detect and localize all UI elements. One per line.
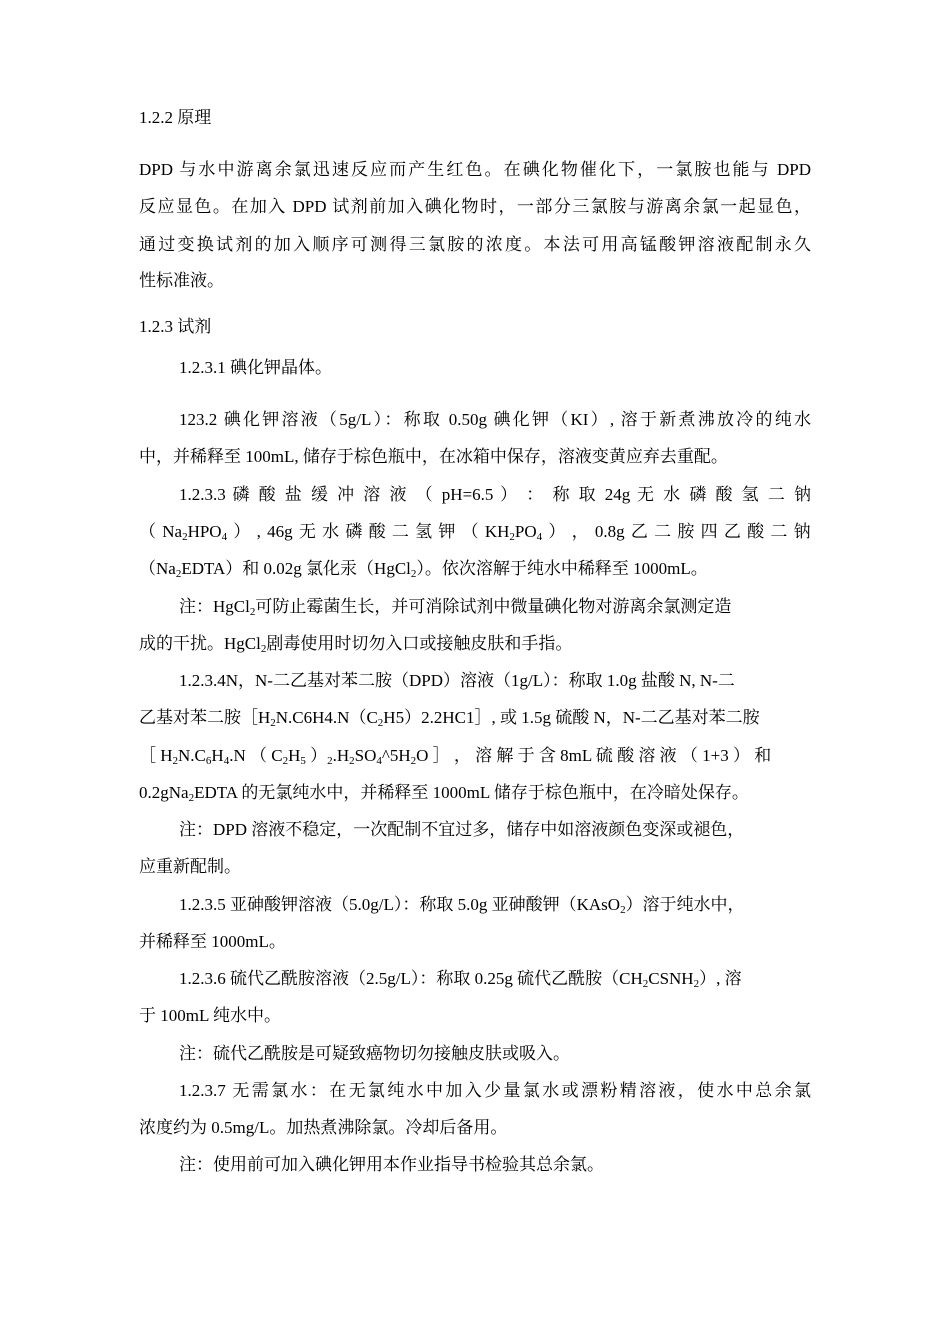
item-1-2-3-5-line-1: 1.2.3.5 亚砷酸钾溶液（5.0g/L）：称取 5.0g 亚砷酸钾（KAsO$_2$）溶于纯水中， (179, 895, 745, 916)
principle-line-1: DPD 与水中游离余氯迅速反应而产生红色。在碘化物催化下，一氯胺也能与 DPD (139, 160, 811, 179)
item-1-2-3-3-line-2: （ $Na_2HPO_4$ ） , 46g 无 水 磷 酸 二 氢 钾 （ $KH_2PO_4$ ） ， 0.8g 乙 二 胺 四 乙 酸 二 钠 (139, 522, 811, 543)
note-dpd-line-1: 注：DPD 溶液不稳定，一次配制不宜过多，储存中如溶液颜色变深或褪色， (179, 820, 745, 839)
item-1-2-3-4-line-3: ［ $H_2N.C_6H_4.N$ （ $C_2H_5$ ）$_2.H_2SO_4\^{}5H_2O$ ］ ， 溶 解 于 含 8mL 硫 酸 溶 液 （ 1+3 ） 和 (139, 746, 772, 767)
item-1-2-3-1: 1.2.3.1 碘化钾晶体。 (179, 358, 332, 377)
note-hgcl-line-2: 成的干扰。HgCl$_2$剧毒使用时切勿入口或接触皮肤和手指。 (139, 634, 573, 655)
item-1-2-3-2-line-2: 中，并稀释至 100mL, 储存于棕色瓶中，在冰箱中保存，溶液变黄应弃去重配。 (139, 447, 728, 466)
item-1-2-3-7-line-1: 1.2.3.7 无需氯水：在无氯纯水中加入少量氯水或漂粉精溶液，使水中总余氯 (179, 1081, 811, 1100)
principle-line-3: 通过变换试剂的加入顺序可测得三氯胺的浓度。本法可用高锰酸钾溶液配制永久 (139, 235, 811, 254)
heading-1-2-3: 1.2.3 试剂 (139, 317, 212, 336)
note-hgcl-line-1: 注：HgCl$_2$可防止霉菌生长，并可消除试剂中微量碘化物对游离余氯测定造 (179, 597, 732, 618)
item-1-2-3-7-line-2: 浓度约为 0.5mg/L。加热煮沸除氯。冷却后备用。 (139, 1118, 508, 1137)
item-1-2-3-6-line-2: 于 100mL 纯水中。 (139, 1006, 281, 1025)
item-1-2-3-4-line-2: 乙基对苯二胺$[H_2N.C6H4.N(C_2H5)2.2HC1]$, 或 1.5g 硫酸 N，N-二乙基对苯二胺 (139, 708, 760, 729)
heading-1-2-2: 1.2.2 原理 (139, 108, 212, 127)
principle-line-2: 反应显色。在加入 DPD 试剂前加入碘化物时，一部分三氯胺与游离余氯一起显色， (139, 197, 811, 216)
note-thioacetamide: 注：硫代乙酰胺是可疑致癌物切勿接触皮肤或吸入。 (179, 1044, 570, 1063)
item-1-2-3-6-line-1: 1.2.3.6 硫代乙酰胺溶液（2.5g/L）：称取 0.25g 硫代乙酰胺$(CH_2CSNH_2)$, 溶 (179, 969, 742, 990)
item-1-2-3-4-line-4: 0.2gNa$_2$EDTA 的无氯纯水中，并稀释至 1000mL 储存于棕色瓶中，在冷暗处保存。 (139, 783, 749, 804)
note-final: 注：使用前可加入碘化钾用本作业指导书检验其总余氯。 (179, 1155, 604, 1174)
item-1-2-3-4-line-1: 1.2.3.4N，N-二乙基对苯二胺（DPD）溶液（1g/L）：称取 1.0g 盐酸 N, N-二 (179, 671, 735, 690)
note-dpd-line-2: 应重新配制。 (139, 857, 241, 876)
item-1-2-3-3-line-3: $(Na_2EDTA)$和 0.02g 氯化汞（HgCl$_2$）。依次溶解于纯水中稀释至 1000mL。 (139, 559, 708, 580)
principle-line-4: 性标准液。 (139, 271, 224, 290)
item-1-2-3-3-line-1: 1.2.3.3 磷 酸 盐 缓 冲 溶 液 （ pH=6.5 ） ： 称 取 24g 无 水 磷 酸 氢 二 钠 (179, 485, 811, 504)
item-1-2-3-2-line-1: 123.2 碘化钾溶液（5g/L）：称取 0.50g 碘化钾（KI）, 溶于新煮沸放冷的纯水 (179, 410, 811, 429)
item-1-2-3-5-line-2: 并稀释至 1000mL。 (139, 932, 286, 951)
